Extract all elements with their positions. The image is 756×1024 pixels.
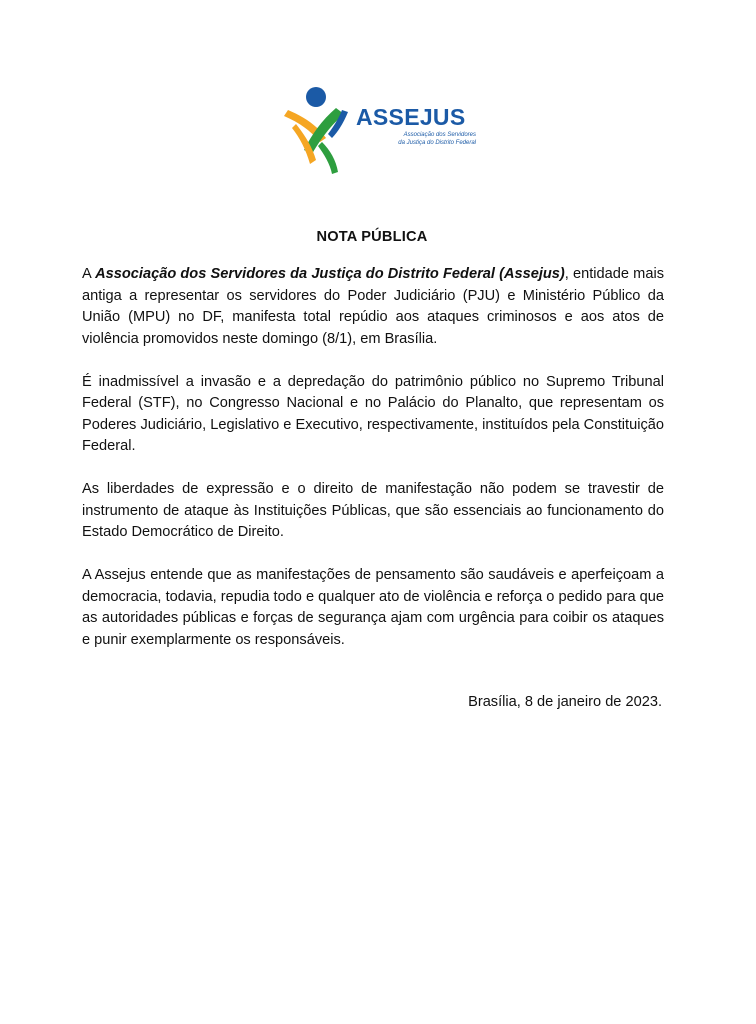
paragraph-1 [82,264,664,350]
logo-subtitle [376,131,476,147]
paragraph-1-lead: A [82,266,96,282]
paragraph-3: As liberdades de expressão e o direito de manifestação não podem se travestir de instrumento de ataque às Instituições Públicas, que são essenciais ao funcionamento do Estado Democrático de Direito. [82,481,664,540]
logo-wordmark: ASSEJUS [356,104,466,130]
logo-subtitle-line2: da Justiça do Distrito Federal [398,140,476,146]
organization-name-emphasis: Associação dos Servidores da Justiça do Distrito Federal (Assejus) [95,266,565,282]
document-title: NOTA PÚBLICA [316,229,428,245]
paragraph-1-rest: , entidade mais antiga a representar os servidores do Poder Judiciário (PJU) e Ministério Público da União (MPU) no DF, manifesta total repúdio aos ataques criminosos e aos atos de violência promovidos neste domingo (8/1), em Brasília. [82,266,664,347]
assejus-emblem-icon [282,80,352,176]
logo-subtitle-line1: Associação dos Servidores [403,132,476,138]
assejus-logo [282,80,476,176]
paragraph-2: É inadmissível a invasão e a depredação do patrimônio público no Supremo Tribunal Federal (STF), no Congresso Nacional e no Palácio do Planalto, que representam os Poderes Judiciário, Legislativo e Executivo, respectivamente, instituídos pela Constituição Federal. [82,373,664,454]
document-body [82,264,664,673]
paragraph-4: A Assejus entende que as manifestações de pensamento são saudáveis e aperfeiçoam a democracia, todavia, repudia todo e qualquer ato de violência e reforça o pedido para que as autoridades públicas e forças de segurança ajam com urgência para coibir os ataques e punir exemplarmente os responsáveis. [82,567,664,648]
date-signoff: Brasília, 8 de janeiro de 2023. [468,694,662,710]
